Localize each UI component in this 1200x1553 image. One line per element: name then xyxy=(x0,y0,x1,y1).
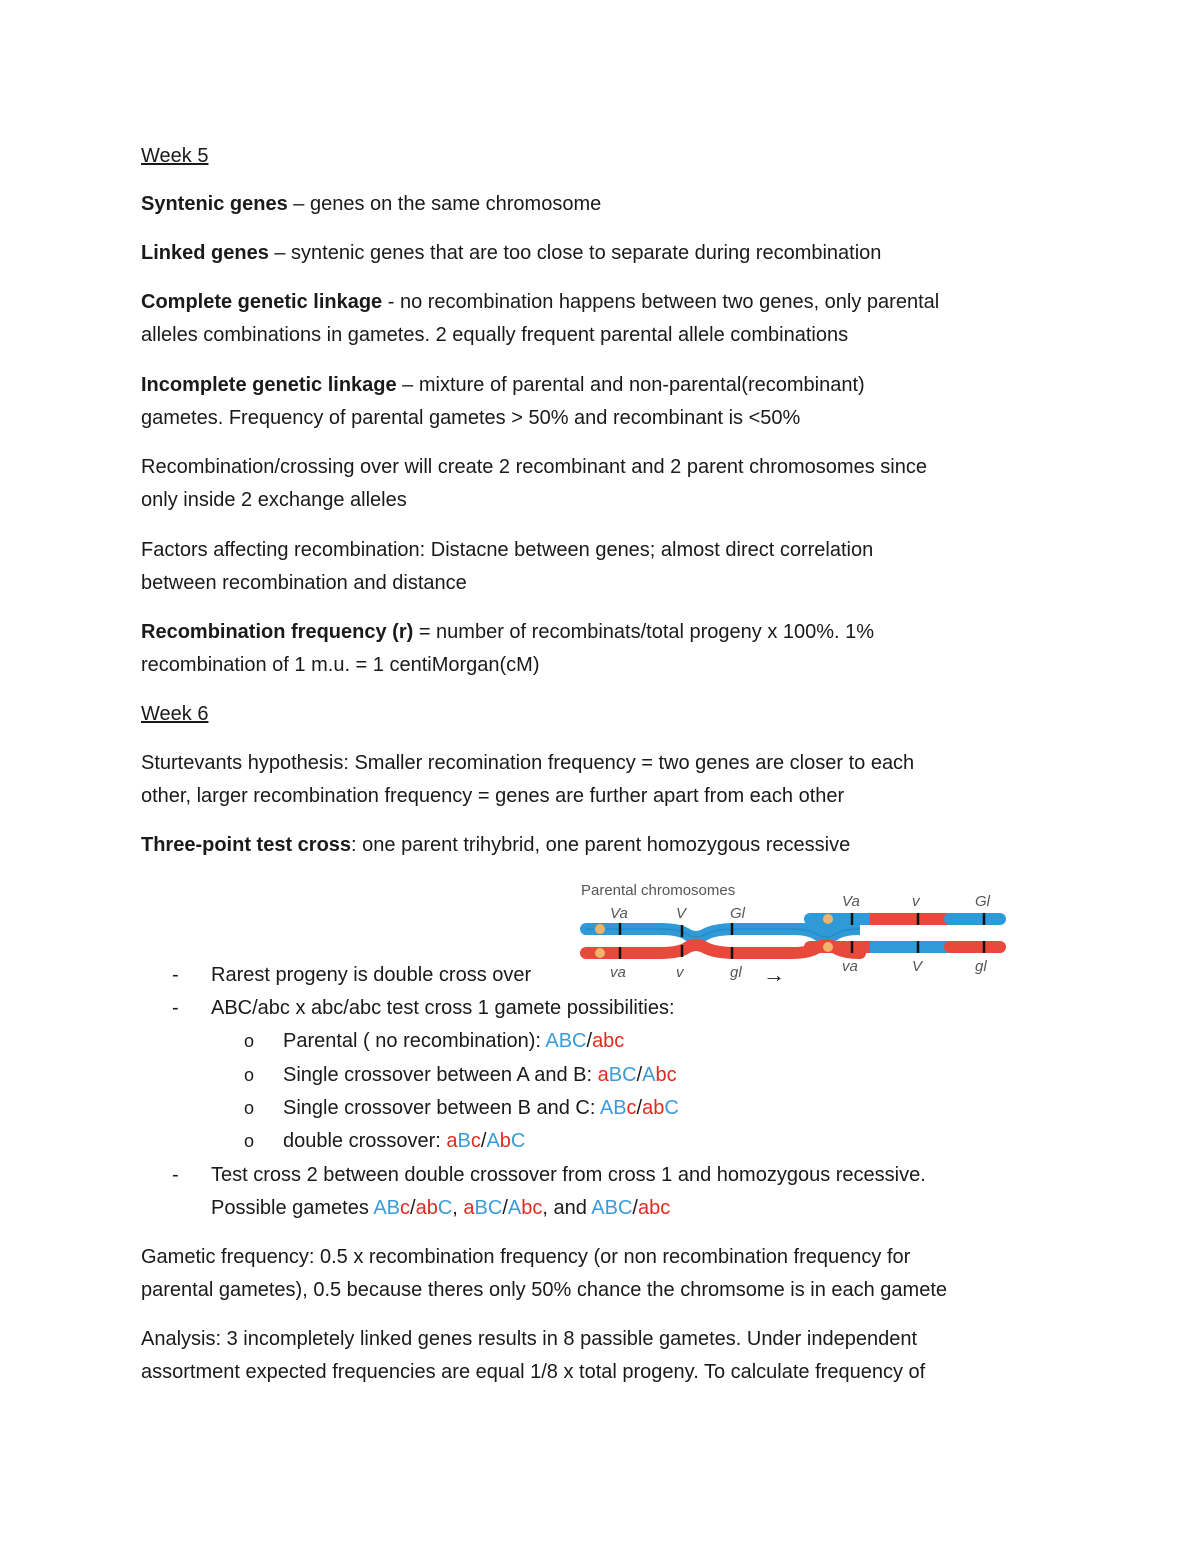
factors-line1: Factors affecting recombination: Distacne between genes; almost direct correlation xyxy=(141,539,874,561)
sub-bullet-single-ab: Single crossover between A and B: aBC/Abc xyxy=(283,1064,677,1086)
complete-linkage-def-line2: alleles combinations in gametes. 2 equally frequent parental allele combinations xyxy=(141,324,849,346)
syntenic-genes-paragraph xyxy=(141,188,1071,221)
gametic-line1: Gametic frequency: 0.5 x recombination frequency (or non recombination frequency for xyxy=(141,1246,911,1268)
syntenic-genes-term: Syntenic genes xyxy=(141,193,288,215)
bullet-test-cross-2: Test cross 2 between double crossover from cross 1 and homozygous recessive. xyxy=(211,1164,926,1186)
crossing-over-paragraph xyxy=(141,451,1071,517)
recombination-frequency-paragraph xyxy=(141,616,1071,682)
crossing-over-line1: Recombination/crossing over will create 2 recombinant and 2 parent chromosomes since xyxy=(141,456,927,478)
factors-paragraph xyxy=(141,534,1071,600)
factors-line2: between recombination and distance xyxy=(141,572,467,594)
sub-bullet-circle: o xyxy=(244,1098,255,1118)
complete-linkage-def-line1: - no recombination happens between two genes, only parental xyxy=(382,291,940,313)
right-top-gene-label: v xyxy=(912,893,920,910)
left-bottom-gene-label: gl xyxy=(730,964,742,981)
incomplete-linkage-term: Incomplete genetic linkage xyxy=(141,374,397,396)
sub-bullet-parental: Parental ( no recombination): ABC/abc xyxy=(283,1030,625,1052)
analysis-paragraph xyxy=(141,1323,1071,1389)
right-bottom-gene-label: V xyxy=(912,958,923,975)
three-point-paragraph xyxy=(141,829,1071,862)
linked-genes-paragraph xyxy=(141,237,1071,270)
right-top-gene-label: Va xyxy=(842,893,860,910)
centromere-icon xyxy=(595,948,605,958)
recombination-frequency-def-line2: recombination of 1 m.u. = 1 centiMorgan(cM) xyxy=(141,654,540,676)
syntenic-genes-definition: – genes on the same chromosome xyxy=(287,193,602,215)
incomplete-linkage-def-line2: gametes. Frequency of parental gametes > 50% and recombinant is <50% xyxy=(141,407,801,429)
left-top-gene-label: Va xyxy=(610,905,628,922)
sub-bullet-circle: o xyxy=(244,1065,255,1085)
bullet-test-cross-1: ABC/abc x abc/abc test cross 1 gamete possibilities: xyxy=(211,997,675,1019)
three-point-definition: : one parent trihybrid, one parent homozygous recessive xyxy=(351,834,851,856)
parental-chromosomes-diagram xyxy=(570,873,1010,983)
incomplete-linkage-paragraph xyxy=(141,369,1071,435)
left-top-gene-label: Gl xyxy=(730,905,745,922)
left-bottom-gene-label: va xyxy=(610,964,626,981)
centromere-icon xyxy=(823,942,833,952)
analysis-line1: Analysis: 3 incompletely linked genes results in 8 passible gametes. Under independent xyxy=(141,1328,918,1350)
sturtevant-line1: Sturtevants hypothesis: Smaller recomination frequency = two genes are closer to each xyxy=(141,752,915,774)
right-bottom-gene-label: va xyxy=(842,958,858,975)
three-point-term: Three-point test cross xyxy=(141,834,352,856)
sub-bullet-circle: o xyxy=(244,1131,255,1151)
bullet-rarest-progeny: Rarest progeny is double cross over xyxy=(211,964,532,986)
linked-genes-term: Linked genes xyxy=(141,242,269,264)
week6-heading: Week 6 xyxy=(141,703,209,725)
recombination-frequency-term: Recombination frequency (r) xyxy=(141,621,414,643)
sub-bullet-circle: o xyxy=(244,1031,255,1051)
centromere-icon xyxy=(823,914,833,924)
sturtevant-paragraph xyxy=(141,747,1071,813)
incomplete-linkage-def-line1: – mixture of parental and non-parental(recombinant) xyxy=(396,374,865,396)
complete-linkage-term: Complete genetic linkage xyxy=(141,291,383,313)
linked-genes-definition: – syntenic genes that are too close to separate during recombination xyxy=(268,242,882,264)
analysis-line2: assortment expected frequencies are equal 1/8 x total progeny. To calculate frequency of xyxy=(141,1361,926,1383)
sturtevant-line2: other, larger recombination frequency = genes are further apart from each other xyxy=(141,785,845,807)
bullet-dash: - xyxy=(172,964,179,986)
right-top-gene-label: Gl xyxy=(975,893,990,910)
complete-linkage-paragraph xyxy=(141,286,1071,352)
left-top-gene-label: V xyxy=(676,905,687,922)
sub-bullet-double: double crossover: aBc/AbC xyxy=(283,1130,526,1152)
sub-bullet-single-bc: Single crossover between B and C: ABc/abC xyxy=(283,1097,679,1119)
right-arrow-icon: → xyxy=(763,962,785,987)
centromere-icon xyxy=(595,924,605,934)
gametic-frequency-paragraph xyxy=(141,1241,1071,1307)
recombination-frequency-def-line1: = number of recombinats/total progeny x 100%. 1% xyxy=(413,621,875,643)
bullet-dash: - xyxy=(172,1164,179,1186)
right-bottom-gene-label: gl xyxy=(975,958,987,975)
week5-heading: Week 5 xyxy=(141,145,209,167)
bullet-possible-gametes: Possible gametes ABc/abC, aBC/Abc, and ABC/abc xyxy=(211,1197,671,1219)
bullet-dash: - xyxy=(172,997,179,1019)
diagram-title: Parental chromosomes xyxy=(581,882,736,899)
gametic-line2: parental gametes), 0.5 because theres only 50% chance the chromsome is in each gamete xyxy=(141,1279,948,1301)
left-bottom-gene-label: v xyxy=(676,964,684,981)
crossing-over-line2: only inside 2 exchange alleles xyxy=(141,489,407,511)
